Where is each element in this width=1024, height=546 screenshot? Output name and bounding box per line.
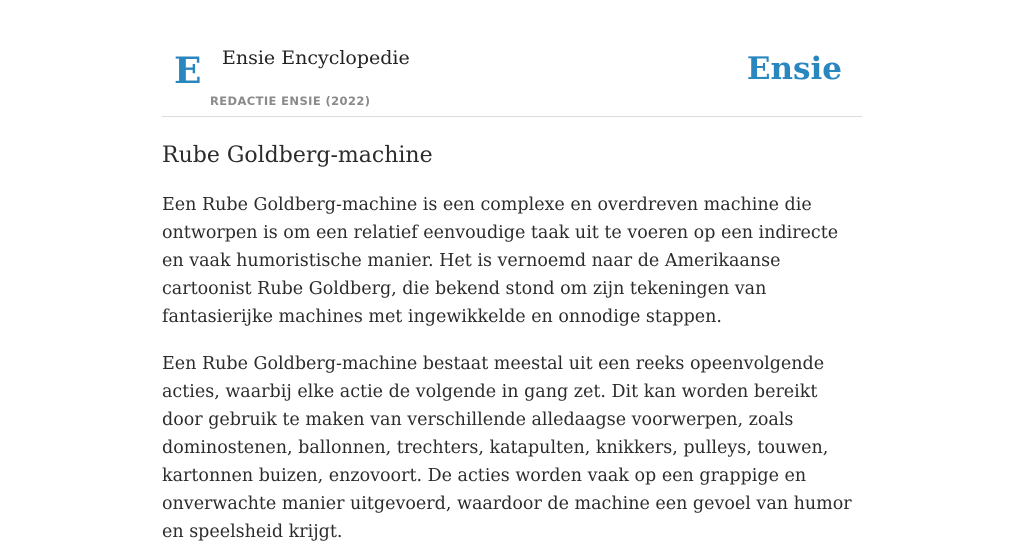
article-title: Rube Goldberg-machine xyxy=(162,143,433,168)
article-paragraph: Een Rube Goldberg-machine is een complexe en overdreven machine die ontworpen is om een relatief eenvoudige taak uit te voeren op een indirecte en vaak humoristische manier. Het is vernoemd naar de Amerikaanse cartoonist Rube Goldberg, die bekend stond om zijn tekeningen van fantasierijke machines met ingewikkelde en onnodige stappen. xyxy=(162,195,839,327)
brand-logo[interactable]: Ensie xyxy=(746,51,842,87)
page xyxy=(162,0,862,546)
site-name[interactable]: Ensie Encyclopedie xyxy=(222,47,410,69)
ensie-logo-icon[interactable]: E xyxy=(174,50,202,92)
author-byline: REDACTIE ENSIE (2022) xyxy=(210,94,371,108)
site-header xyxy=(162,0,862,117)
article-paragraph: Een Rube Goldberg-machine bestaat meestal uit een reeks opeenvolgende acties, waarbij elke actie de volgende in gang zet. Dit kan worden bereikt door gebruik te maken van verschillende alledaagse voorwerpen, zoals dominostenen, ballonnen, trechters, katapulten, knikkers, pulleys, touwen, kartonnen buizen, enzovoort. De acties worden vaak op een grappige en onverwachte manier uitgevoerd, waardoor de machine een gevoel van humor en speelsheid krijgt. xyxy=(162,354,852,542)
